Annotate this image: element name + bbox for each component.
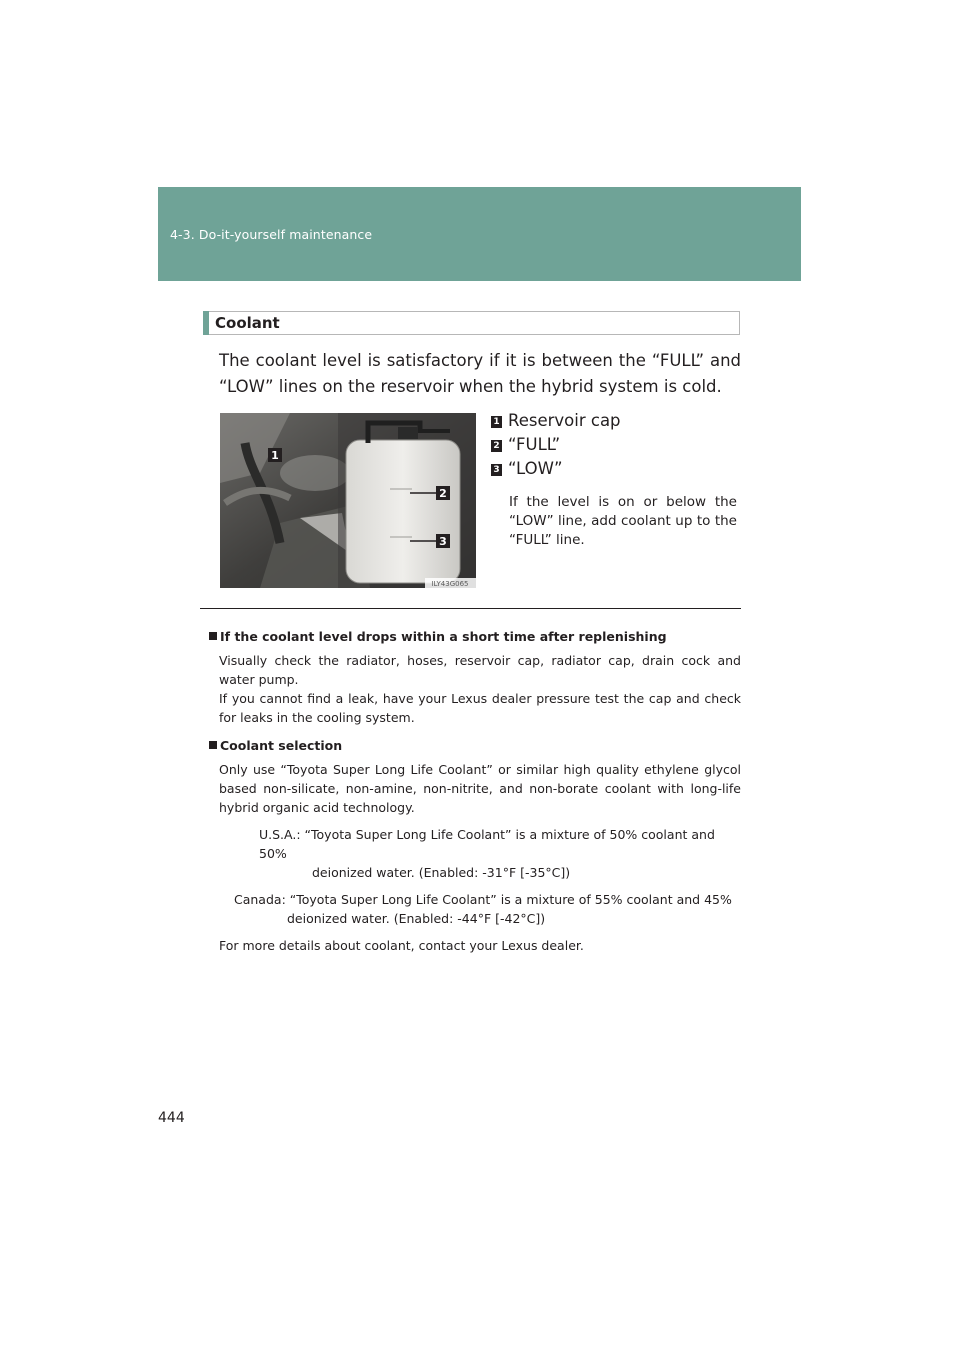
region-spec-line: “Toyota Super Long Life Coolant” is a mixture of 55% coolant and 45% (289, 892, 732, 907)
notes-section (209, 627, 741, 955)
svg-text:2: 2 (439, 487, 447, 500)
section-intro: The coolant level is satisfactory if it is between the “FULL” and “LOW” lines on the reservoir when the hybrid system is cold. (219, 351, 741, 396)
note-heading (209, 736, 741, 755)
figure-image-code: ILY43G065 (431, 580, 469, 588)
region-spec-line: deionized water. (Enabled: -31°F [-35°C]) (312, 865, 571, 880)
note-heading-text: Coolant selection (220, 738, 343, 753)
callout-label: Reservoir cap (508, 411, 621, 430)
note-paragraph: If you cannot find a leak, have your Lexus dealer pressure test the cap and check for leaks in the cooling system. (219, 691, 741, 725)
callout-item (491, 433, 741, 456)
region-label: U.S.A.: (259, 827, 301, 842)
callout-item (491, 457, 741, 480)
callout-list (491, 409, 741, 481)
note-paragraph: Visually check the radiator, hoses, reservoir cap, radiator cap, drain cock and water pump. (219, 653, 741, 687)
region-spec-canada (209, 890, 741, 928)
callout-note: If the level is on or below the “LOW” line, add coolant up to the “FULL” line. (509, 494, 737, 548)
section-title-bar (203, 311, 740, 335)
callout-number-box: 1 (491, 416, 502, 428)
section-divider (200, 608, 741, 609)
svg-text:3: 3 (439, 535, 447, 548)
note-heading-text: If the coolant level drops within a short time after replenishing (220, 629, 667, 644)
note-paragraph: Only use “Toyota Super Long Life Coolant” or similar high quality ethylene glycol based non-silicate, non-amine, non-nitrite, and non-borate coolant with long-life hybrid organic acid technology. (219, 762, 741, 815)
region-label: Canada: (234, 892, 286, 907)
callout-number-box: 2 (491, 440, 502, 452)
callout-label: “LOW” (508, 459, 563, 478)
callout-number-box: 3 (491, 464, 502, 476)
svg-text:1: 1 (271, 449, 279, 462)
region-spec-line: “Toyota Super Long Life Coolant” is a mixture of 50% coolant and 50% (259, 827, 715, 861)
square-bullet-icon (209, 632, 217, 640)
square-bullet-icon (209, 741, 217, 749)
page-number: 444 (158, 1110, 185, 1126)
region-spec-usa (209, 825, 741, 882)
note-paragraph: For more details about coolant, contact your Lexus dealer. (219, 938, 584, 953)
callout-item (491, 409, 741, 432)
header-section-path: 4-3. Do-it-yourself maintenance (170, 227, 373, 242)
region-spec-line: deionized water. (Enabled: -44°F [-42°C]) (287, 911, 546, 926)
note-heading (209, 627, 741, 646)
section-title: Coolant (215, 314, 280, 332)
section-title-accent (203, 311, 209, 335)
callout-label: “FULL” (508, 435, 561, 454)
coolant-reservoir-photo (220, 413, 476, 588)
